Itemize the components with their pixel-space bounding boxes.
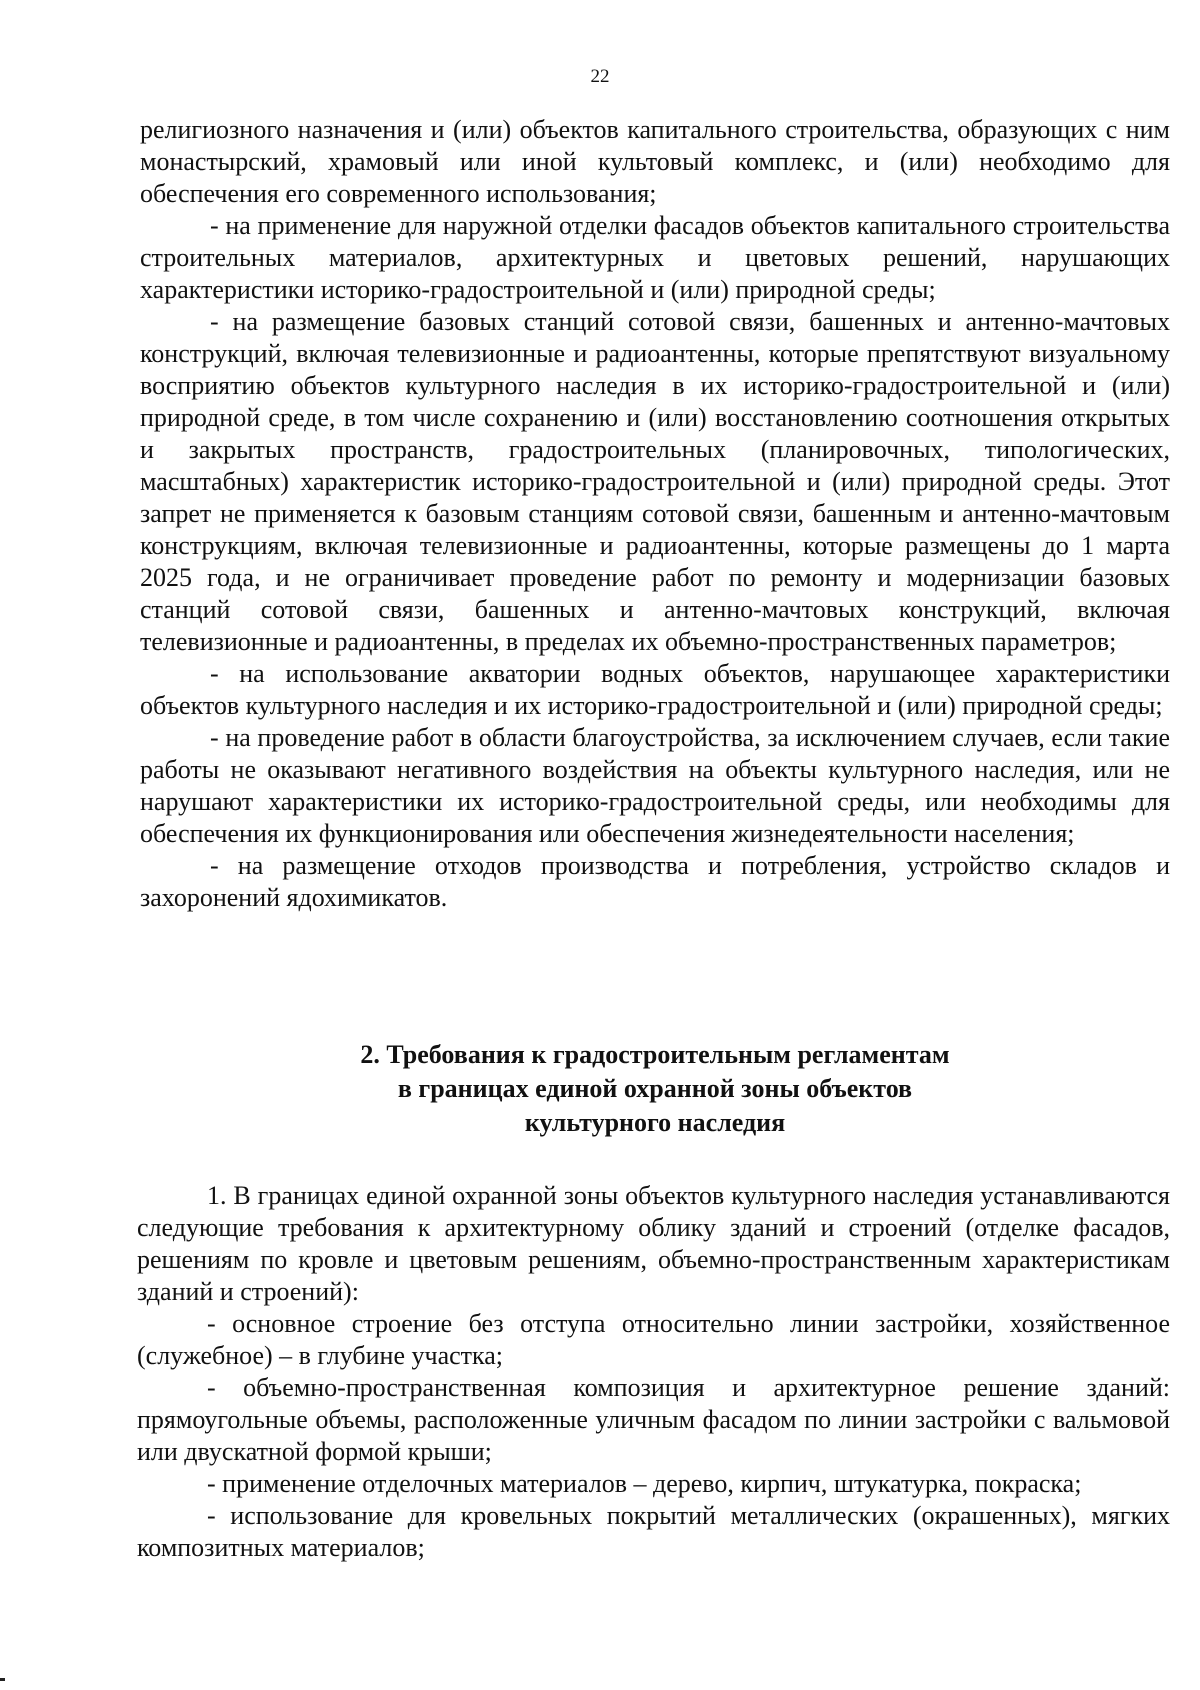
paragraph: - на размещение базовых станций сотовой связи, башенных и антенно-мачтовых конструкций, включая телевизионные и радиоантенны, которые препятствуют визуальному восприятию объектов культурного наследия в их историко-градостроительной и (или) природной среде, в том числе сохранению и (или) восстановлению соотношения открытых и закрытых пространств, градостроительных (планировочных, типологических, масштабных) характеристик историко-градостроительной и (или) природной среды. Этот запрет не применяется к базовым станциям сотовой связи, башенным и антенно-мачтовым конструкциям, включая телевизионные и радиоантенны, которые размещены до 1 марта 2025 года, и не ограничивает проведение работ по ремонту и модернизации базовых станций сотовой связи, башенных и антенно-мачтовых конструкций, включая телевизионные и радиоантенны, в пределах их объемно-пространственных параметров; — [140, 307, 1170, 656]
paragraph: - применение отделочных материалов – дерево, кирпич, штукатурка, покраска; — [207, 1469, 1082, 1498]
scan-edge-mark — [0, 1678, 5, 1681]
section-heading — [140, 1038, 1170, 1140]
section-heading-line: культурного наследия — [524, 1108, 786, 1137]
section-heading-line: 2. Требования к градостроительным регламентам — [360, 1040, 950, 1069]
paragraph: 1. В границах единой охранной зоны объектов культурного наследия устанавливаются следующие требования к архитектурному облику зданий и строений (отделке фасадов, решениям по кровле и цветовым решениям, объемно-пространственным характеристикам зданий и строений): — [137, 1181, 1170, 1306]
section-heading-line: в границах единой охранной зоны объектов — [397, 1074, 913, 1103]
paragraph: религиозного назначения и (или) объектов капитального строительства, образующих с ним монастырский, храмовый или иной культовый комплекс, и (или) необходимо для обеспечения его современного использования; — [140, 115, 1170, 208]
paragraph: - на применение для наружной отделки фасадов объектов капитального строительства строительных материалов, архитектурных и цветовых решений, нарушающих характеристики историко-градостроительной и (или) природной среды; — [140, 211, 1170, 304]
paragraph: - на размещение отходов производства и потребления, устройство складов и захоронений ядохимикатов. — [140, 851, 1170, 912]
paragraph: - основное строение без отступа относительно линии застройки, хозяйственное (служебное) – в глубине участка; — [137, 1309, 1170, 1370]
paragraph: - использование для кровельных покрытий металлических (окрашенных), мягких композитных материалов; — [137, 1501, 1170, 1562]
page-number: 22 — [590, 66, 610, 87]
paragraph: - на использование акватории водных объектов, нарушающее характеристики объектов культурного наследия и их историко-градостроительной и (или) природной среды; — [140, 659, 1170, 720]
paragraph: - на проведение работ в области благоустройства, за исключением случаев, если такие работы не оказывают негативного воздействия на объекты культурного наследия, или не нарушают характеристики их историко-градостроительной среды, или необходимы для обеспечения их функционирования или обеспечения жизнедеятельности населения; — [140, 723, 1170, 848]
text-block-upper — [140, 114, 1170, 914]
paragraph: - объемно-пространственная композиция и архитектурное решение зданий: прямоугольные объемы, расположенные уличным фасадом по линии застройки с вальмовой или двускатной формой крыши; — [137, 1373, 1170, 1466]
text-block-lower — [137, 1180, 1170, 1564]
